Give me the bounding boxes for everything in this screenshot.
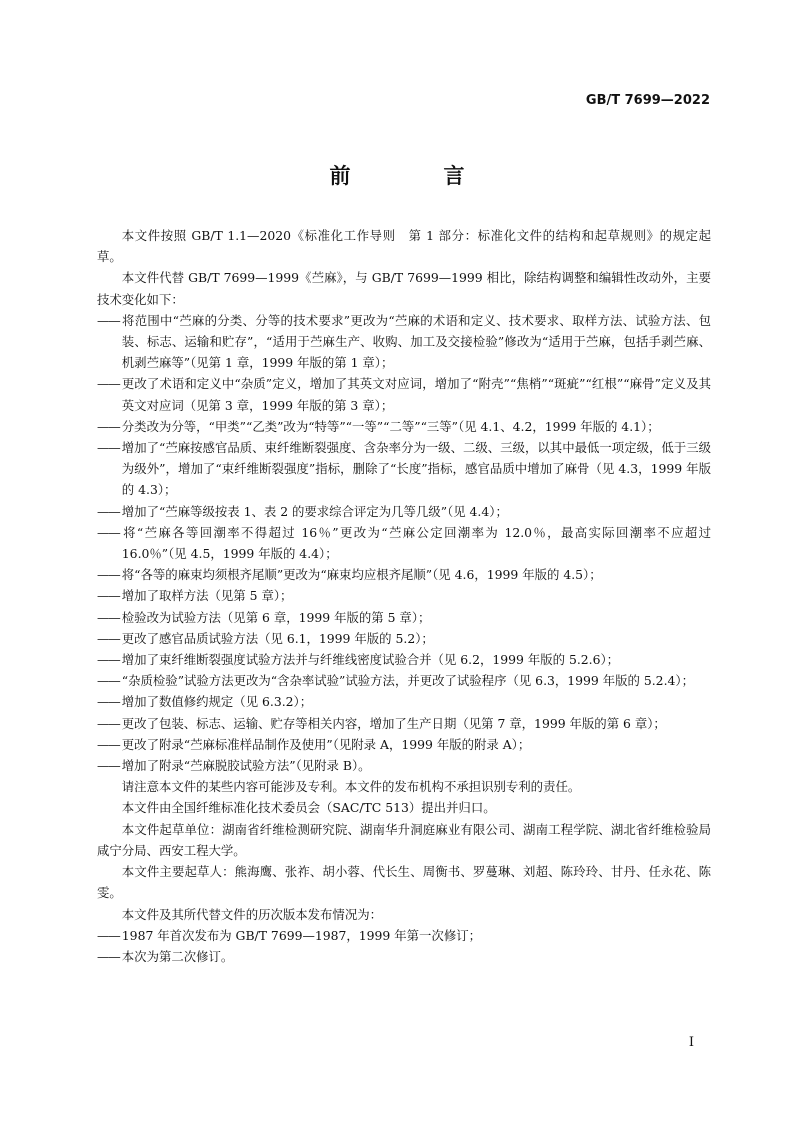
dash-marker: —— [97,694,120,710]
list-item: —— 增加了“苎麻按感官品质、束纤维断裂强度、含杂率分为一级、二级、三级，以其中最低一项定级，低于三级为级外”，增加了“束纤维断裂强度”指标，删除了“长度”指标，感官品质中增加了麻骨（见 4.3，1999 年版的 4.3）； [97,437,711,501]
dash-marker: —— [97,758,120,774]
list-item: —— 检验改为试验方法（见第 6 章，1999 年版的第 5 章）； [97,607,711,628]
changes-list [97,310,711,776]
list-item: —— 增加了数值修约规定（见 6.3.2）； [97,691,711,712]
paragraph: 本文件主要起草人：熊海鹰、张祚、胡小蓉、代长生、周衡书、罗蔓琳、刘超、陈玲玲、甘丹、任永花、陈雯。 [97,864,711,901]
foreword-body [97,225,711,967]
standard-code: GB/T 7699—2022 [585,93,710,108]
paragraph: 请注意本文件的某些内容可能涉及专利。本文件的发布机构不承担识别专利的责任。 [121,779,581,795]
list-item: —— 本次为第二次修订。 [97,946,711,967]
list-item: —— 更改了感官品质试验方法（见 6.1，1999 年版的 5.2）； [97,628,711,649]
list-item: —— 将“苎麻各等回潮率不得超过 16％”更改为“苎麻公定回潮率为 12.0％，最高实际回潮率不应超过 16.0％”（见 4.5，1999 年版的 4.4）； [97,522,711,564]
paragraph: 本文件代替 GB/T 7699—1999《苎麻》，与 GB/T 7699—1999 相比，除结构调整和编辑性改动外，主要技术变化如下： [97,270,711,307]
paragraph: 本文件按照 GB/T 1.1—2020《标准化工作导则 第 1 部分：标准化文件的结构和起草规则》的规定起草。 [97,228,711,265]
page-title: 前 言 [329,164,501,188]
dash-marker: —— [97,736,120,752]
list-item: —— 将“各等的麻束均须根齐尾顺”更改为“麻束均应根齐尾顺”（见 4.6，1999 年版的 4.5）； [97,564,711,585]
list-item: —— 增加了束纤维断裂强度试验方法并与纤维线密度试验合并（见 6.2，1999 年版的 5.2.6）； [97,649,711,670]
dash-marker: —— [97,927,120,943]
list-item: —— “杂质检验”试验方法更改为“含杂率试验”试验方法，并更改了试验程序（见 6.3，1999 年版的 5.2.4）； [97,670,711,691]
page-number: I [688,1035,694,1050]
list-item: —— 更改了术语和定义中“杂质”定义，增加了其英文对应词，增加了“附壳”“焦梢”“斑疵”“红根”“麻骨”定义及其英文对应词（见第 3 章，1999 年版的第 3 章）； [97,373,711,415]
dash-marker: —— [97,948,120,964]
dash-marker: —— [97,609,120,625]
dash-marker: —— [97,440,120,456]
dash-marker: —— [97,376,120,392]
list-item: —— 将范围中“苎麻的分类、分等的技术要求”更改为“苎麻的术语和定义、技术要求、取样方法、试验方法、包装、标志、运输和贮存”，“适用于苎麻生产、收购、加工及交接检验”修改为“适用于苎麻，包括手剥苎麻、机剥苎麻等”（见第 1 章，1999 年版的第 1 章）； [97,310,711,374]
dash-marker: —— [97,652,120,668]
list-item: —— 增加了附录“苎麻脱胶试验方法”（见附录 B）。 [97,755,711,776]
list-item: —— 更改了附录“苎麻标准样品制作及使用”（见附录 A，1999 年版的附录 A）； [97,734,711,755]
list-item: —— 分类改为分等，“甲类”“乙类”改为“特等”“一等”“二等”“三等”（见 4.1、4.2，1999 年版的 4.1）； [97,416,711,437]
list-item: —— 更改了包装、标志、运输、贮存等相关内容，增加了生产日期（见第 7 章，1999 年版的第 6 章）； [97,713,711,734]
list-item: —— 增加了取样方法（见第 5 章）； [97,585,711,606]
paragraph: 本文件及其所代替文件的历次版本发布情况为： [121,906,382,922]
dash-marker: —— [97,630,120,646]
list-item: —— 1987 年首次发布为 GB/T 7699—1987，1999 年第一次修订； [97,925,711,946]
dash-marker: —— [97,503,120,519]
dash-marker: —— [97,418,120,434]
paragraph: 本文件由全国纤维标准化技术委员会（SAC/TC 513）提出并归口。 [121,800,496,816]
dash-marker: —— [97,567,120,583]
dash-marker: —— [97,524,120,540]
dash-marker: —— [97,588,120,604]
dash-marker: —— [97,312,120,328]
history-list [97,925,711,967]
list-item: —— 增加了“苎麻等级按表 1、表 2 的要求综合评定为几等几级”（见 4.4）； [97,501,711,522]
dash-marker: —— [97,715,120,731]
dash-marker: —— [97,673,120,689]
paragraph: 本文件起草单位：湖南省纤维检测研究院、湖南华升洞庭麻业有限公司、湖南工程学院、湖北省纤维检验局咸宁分局、西安工程大学。 [97,821,711,858]
